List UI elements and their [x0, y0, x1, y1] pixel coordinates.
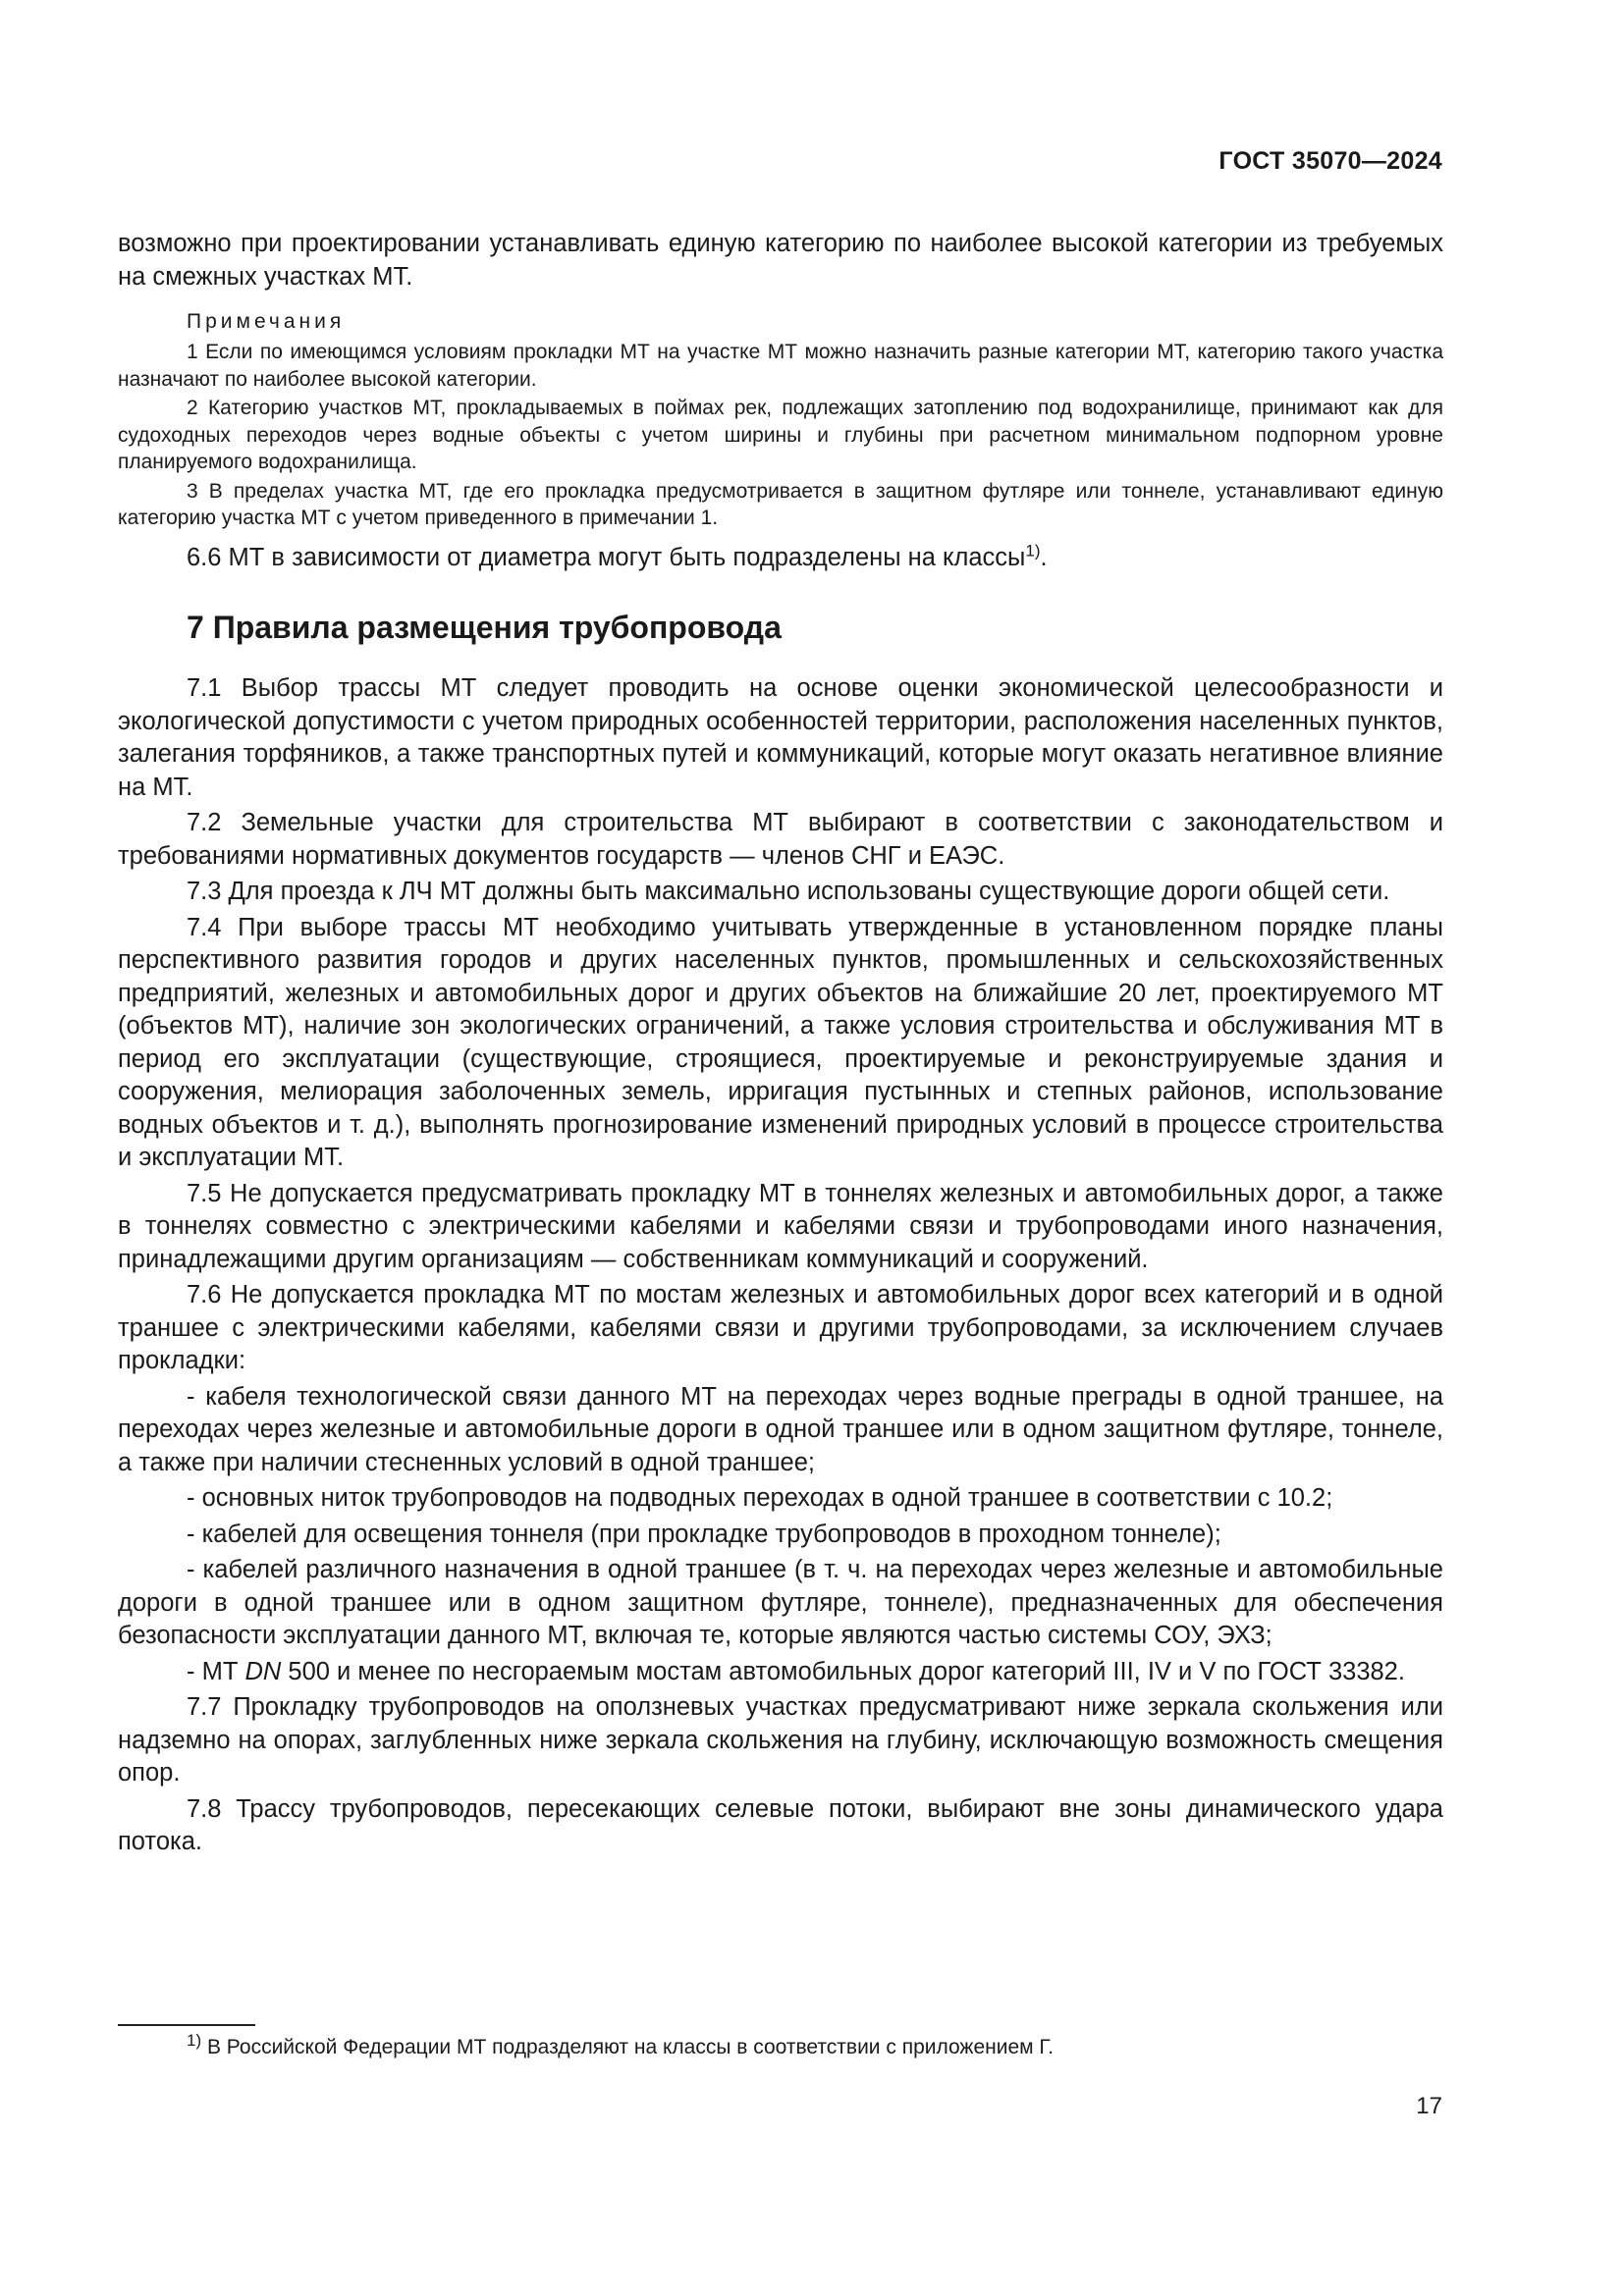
clause-7-5: 7.5 Не допускается предусматривать прокладку МТ в тоннелях железных и автомобильных дорог, а также в тоннелях совместно с электрическими кабелями и кабелями связи и трубопроводами иного назначения, принадлежащими другим организациям — собственникам коммуникаций и сооружений. — [118, 1179, 1443, 1273]
clause-6-6 — [118, 542, 1443, 575]
clause-7-6: 7.6 Не допускается прокладка МТ по мостам железных и автомобильных дорог всех категорий и в одной траншее с электрическими кабелями, кабелями связи и другими трубопроводами, за исключением случаев прокладки: — [118, 1281, 1443, 1374]
footnote-divider — [118, 2024, 255, 2026]
clause-6-6-text: 6.6 МТ в зависимости от диаметра могут быть подразделены на классы — [187, 543, 1026, 571]
clause-6-6-end: . — [1040, 543, 1048, 571]
clause-7-4: 7.4 При выборе трассы МТ необходимо учитывать утвержденные в установленном порядке планы перспективного развития городов и других населенных пунктов, промышленных и сельскохозяйственных предприятий, железных и автомобильных дорог и других объектов на ближайшие 20 лет, проектируемого МТ (объектов МТ), наличие зон экологических ограничений, а также условия строительства и обслуживания МТ в период его эксплуатации (существующие, строящиеся, проектируемые и реконструируемые здания и сооружения, мелиорация заболоченных земель, ирригация пустынных и степных районов, использование водных объектов и т. д.), выполнять прогнозирование изменений природных условий в процессе строительства и эксплуатации МТ. — [118, 913, 1443, 1171]
list-item-text: - МТ — [187, 1657, 245, 1685]
footnote-mark: 1) — [187, 2031, 202, 2050]
footnote-text: В Российской Федерации МТ подразделяют на классы в соответствии с приложением Г. — [201, 2036, 1055, 2058]
footnote-reference[interactable]: 1) — [1025, 541, 1041, 560]
continuation-paragraph: возможно при проектировании устанавливать единую категорию по наиболее высокой категории из требуемых на смежных участках МТ. — [118, 230, 1443, 291]
list-item: - кабелей для освещения тоннеля (при прокладке трубопроводов в проходном тоннеле); — [187, 1520, 1221, 1548]
note-2: 2 Категорию участков МТ, прокладываемых в поймах рек, подлежащих затоплению под водохранилище, принимают как для судоходных переходов через водные объекты с учетом ширины и глубины при расчетном минимальном подпорном уровне планируемого водохранилища. — [118, 397, 1443, 473]
list-item-text: 500 и менее по несгораемым мостам автомобильных дорог категорий III, IV и V по ГОСТ 33382. — [281, 1657, 1405, 1685]
section-heading: 7 Правила размещения трубопровода — [187, 610, 782, 645]
list-item — [118, 1656, 1443, 1689]
page-number: 17 — [1416, 2093, 1442, 2119]
clause-7-1: 7.1 Выбор трассы МТ следует проводить на основе оценки экономической целесообразности и экологической допустимости с учетом природных особенностей территории, расположения населенных пунктов, залегания торфяников, а также транспортных путей и коммуникаций, которые могут оказать негативное влияние на МТ. — [118, 674, 1443, 801]
list-item: - основных ниток трубопроводов на подводных переходах в одной траншее в соответствии с 10.2; — [187, 1484, 1333, 1512]
clause-7-7: 7.7 Прокладку трубопроводов на оползневых участках предусматривают ниже зеркала скольжения или надземно на опорах, заглубленных ниже зеркала скольжения на глубину, исключающую возможность смещения опор. — [118, 1693, 1443, 1787]
document-code-header: ГОСТ 35070—2024 — [1218, 147, 1442, 175]
list-item: - кабелей различного назначения в одной траншее (в т. ч. на переходах через железные и автомобильные дороги в одной траншее или в одном защитном футляре, тоннеле), предназначенных для обеспечения безопасности эксплуатации данного МТ, включая те, которые являются частью системы СОУ, ЭХЗ; — [118, 1556, 1443, 1649]
page-content — [118, 228, 1443, 1862]
note-1: 1 Если по имеющимся условиям прокладки МТ на участке МТ можно назначить разные категории МТ, категорию такого участка назначают по наиболее высокой категории. — [118, 341, 1443, 391]
clause-7-3: 7.3 Для проезда к ЛЧ МТ должны быть максимально использованы существующие дороги общей сети. — [187, 878, 1390, 905]
dn-term: DN — [244, 1657, 282, 1685]
clause-7-8: 7.8 Трассу трубопроводов, пересекающих селевые потоки, выбирают вне зоны динамического удара потока. — [118, 1794, 1443, 1855]
footnote — [187, 2031, 1055, 2061]
list-item: - кабеля технологической связи данного МТ на переходах через водные преграды в одной траншее, на переходах через железные и автомобильные дороги в одной траншее или в одном защитном футляре, тоннеле, а также при наличии стесненных условий в одной траншее; — [118, 1382, 1443, 1476]
note-3: 3 В пределах участка МТ, где его прокладка предусмотривается в защитном футляре или тоннеле, устанавливают единую категорию участка МТ с учетом приведенного в примечании 1. — [118, 479, 1443, 529]
clause-7-2: 7.2 Земельные участки для строительства МТ выбирают в соответствии с законодательством и требованиями нормативных документов государств — членов СНГ и ЕАЭС. — [118, 809, 1443, 870]
notes-title: Примечания — [187, 310, 346, 333]
